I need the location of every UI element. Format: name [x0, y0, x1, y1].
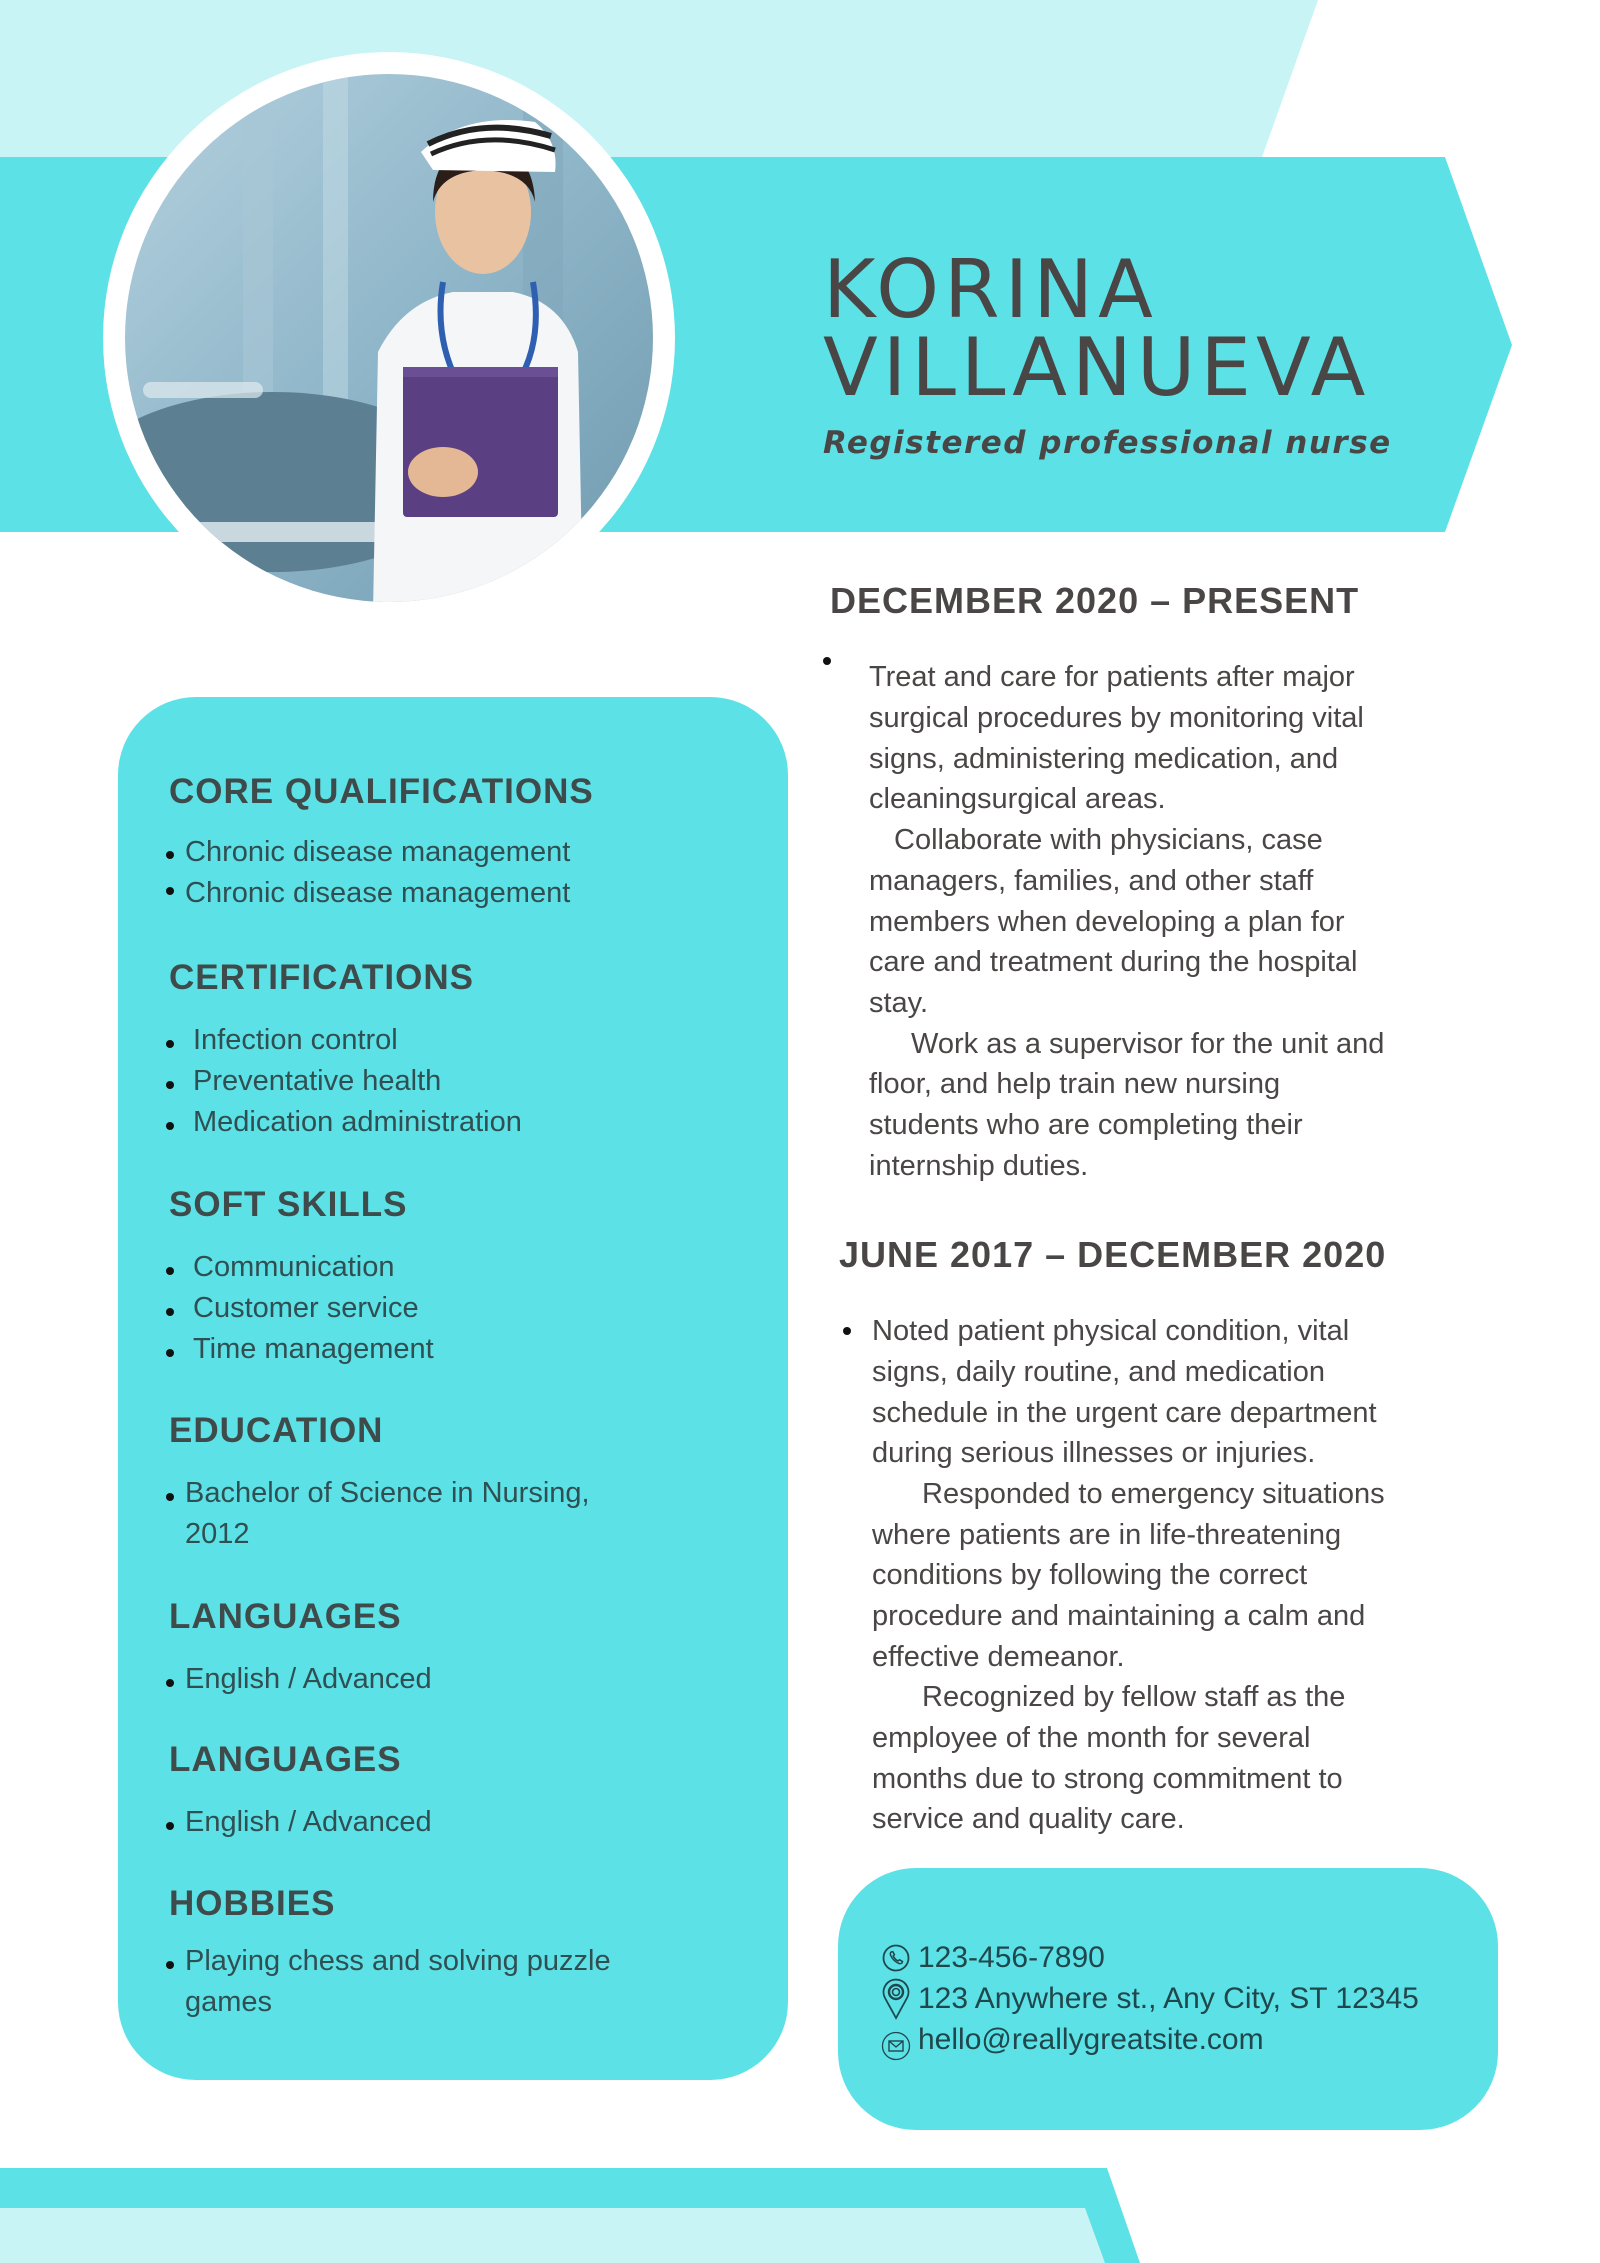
bullet-icon: [823, 657, 831, 665]
bullet-icon: [166, 1822, 174, 1830]
bullet-icon: [166, 1081, 174, 1089]
experience-line: procedure and maintaining a calm and: [872, 1600, 1366, 1632]
phone-icon: [882, 1944, 910, 1972]
section-heading-languages-2: LANGUAGES: [169, 1740, 402, 1779]
contact-address: 123 Anywhere st., Any City, ST 12345: [918, 1982, 1419, 2015]
list-item: Chronic disease management: [185, 836, 571, 868]
section-heading-core-qualifications: CORE QUALIFICATIONS: [169, 772, 594, 811]
section-heading-soft-skills: SOFT SKILLS: [169, 1185, 408, 1224]
experience-line: stay.: [869, 987, 929, 1019]
list-item: Playing chess and solving puzzle: [185, 1945, 611, 1977]
experience-line: Treat and care for patients after major: [869, 661, 1355, 693]
experience-line: students who are completing their: [869, 1109, 1303, 1141]
bullet-icon: [166, 1493, 174, 1501]
list-item-continuation: games: [185, 1986, 273, 2018]
experience-line: Noted patient physical condition, vital: [872, 1315, 1350, 1347]
job-title: Registered professional nurse: [823, 425, 1392, 461]
contact-email[interactable]: hello@reallygreatsite.com: [918, 2023, 1264, 2056]
list-item: Infection control: [193, 1024, 398, 1056]
experience-period: JUNE 2017 – DECEMBER 2020: [839, 1234, 1387, 1275]
bullet-icon: [166, 1267, 174, 1275]
bullet-icon: [166, 1961, 174, 1969]
list-item: English / Advanced: [185, 1806, 432, 1838]
section-heading-certifications: CERTIFICATIONS: [169, 958, 475, 997]
section-heading-languages: LANGUAGES: [169, 1597, 402, 1636]
bullet-icon: [166, 1040, 174, 1048]
experience-line: conditions by following the correct: [872, 1559, 1308, 1591]
bullet-icon: [166, 1122, 174, 1130]
experience-period: DECEMBER 2020 – PRESENT: [830, 580, 1360, 621]
list-item-continuation: 2012: [185, 1518, 250, 1550]
contact-phone[interactable]: 123-456-7890: [918, 1941, 1105, 1974]
experience-line: cleaningsurgical areas.: [869, 783, 1166, 815]
first-name: KORINA: [823, 243, 1158, 336]
experience-line: Collaborate with physicians, case: [894, 824, 1323, 856]
section-heading-education: EDUCATION: [169, 1411, 384, 1450]
experience-line: floor, and help train new nursing: [869, 1068, 1281, 1100]
experience-line: care and treatment during the hospital: [869, 946, 1358, 978]
experience-line: months due to strong commitment to: [872, 1763, 1343, 1795]
list-item: Time management: [193, 1333, 434, 1365]
section-heading-hobbies: HOBBIES: [169, 1884, 336, 1923]
location-pin-icon: [882, 1978, 910, 2020]
experience-line: Work as a supervisor for the unit and: [911, 1028, 1385, 1060]
list-item: English / Advanced: [185, 1663, 432, 1695]
list-item: Communication: [193, 1251, 395, 1283]
experience-line: surgical procedures by monitoring vital: [869, 702, 1364, 734]
experience-line: during serious illnesses or injuries.: [872, 1437, 1316, 1469]
experience-line: signs, daily routine, and medication: [872, 1356, 1325, 1388]
bullet-icon: [166, 1349, 174, 1357]
profile-photo: [103, 52, 675, 624]
experience-line: signs, administering medication, and: [869, 743, 1339, 775]
last-name: VILLANUEVA: [823, 321, 1371, 414]
experience-line: employee of the month for several: [872, 1722, 1311, 1754]
list-item: Bachelor of Science in Nursing,: [185, 1477, 590, 1509]
bullet-icon: [843, 1327, 851, 1335]
experience-line: effective demeanor.: [872, 1641, 1125, 1673]
email-icon: [881, 2031, 911, 2061]
bullet-icon: [166, 1679, 174, 1687]
list-item: Customer service: [193, 1292, 419, 1324]
bullet-icon: [166, 851, 174, 859]
experience-line: managers, families, and other staff: [869, 865, 1314, 897]
bullet-icon: [166, 887, 174, 895]
list-item: Medication administration: [193, 1106, 522, 1138]
experience-line: schedule in the urgent care department: [872, 1397, 1377, 1429]
experience-line: Responded to emergency situations: [922, 1478, 1385, 1510]
experience-line: Recognized by fellow staff as the: [922, 1681, 1346, 1713]
list-item: Chronic disease management: [185, 877, 571, 909]
experience-line: service and quality care.: [872, 1803, 1185, 1835]
experience-line: members when developing a plan for: [869, 906, 1345, 938]
experience-line: internship duties.: [869, 1150, 1089, 1182]
bullet-icon: [166, 1308, 174, 1316]
list-item: Preventative health: [193, 1065, 442, 1097]
experience-line: where patients are in life-threatening: [872, 1519, 1342, 1551]
